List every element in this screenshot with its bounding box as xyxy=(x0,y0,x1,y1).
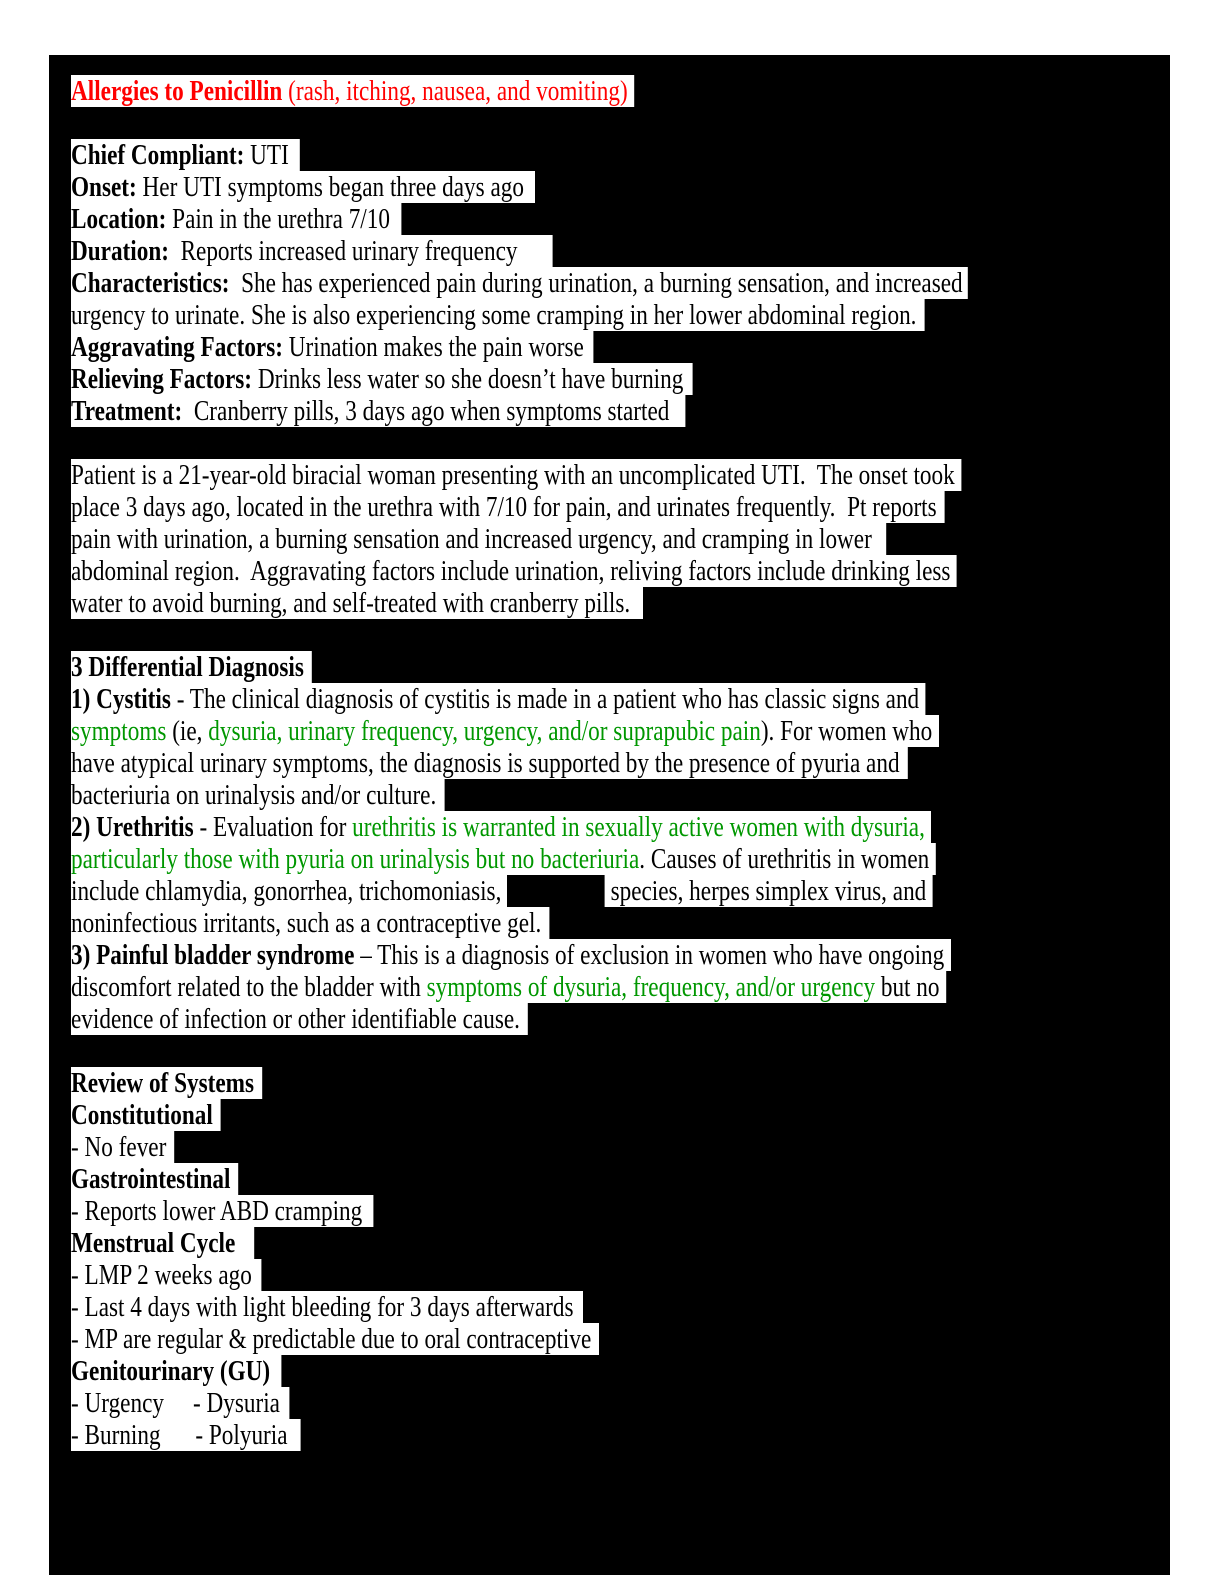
highlighted-line xyxy=(71,139,300,171)
highlighted-line xyxy=(71,267,967,299)
text-segment: Relieving Factors: xyxy=(71,363,253,395)
highlighted-line xyxy=(71,75,634,107)
text-segment: but no xyxy=(875,971,940,1003)
highlighted-line xyxy=(71,203,401,235)
text-segment: pain with urination, a burning sensation and increased urgency, and cramping in lower xyxy=(71,523,872,555)
text-segment: ). For women who xyxy=(760,715,933,747)
highlighted-line xyxy=(71,907,549,939)
text-segment: (rash, itching, nausea, and vomiting) xyxy=(282,75,628,107)
allergy-banner xyxy=(71,75,1170,107)
text-segment: - LMP 2 weeks ago xyxy=(71,1259,252,1291)
text-segment: symptoms xyxy=(71,715,167,747)
text-segment: Review of Systems xyxy=(71,1067,254,1099)
text-segment: particularly those with pyuria on urinalysis but no bacteriuria xyxy=(71,843,640,875)
highlighted-line xyxy=(71,491,945,523)
text-segment: Cranberry pills, 3 days ago when symptoms started xyxy=(182,395,670,427)
urethritis-4 xyxy=(71,907,1170,939)
text-segment: discomfort related to the bladder with xyxy=(71,971,427,1003)
text-segment: dysuria, urinary frequency, urgency, and/or suprapubic pain xyxy=(208,715,761,747)
text-segment: - Reports lower ABD cramping xyxy=(71,1195,363,1227)
highlighted-line xyxy=(71,299,924,331)
characteristics-1 xyxy=(71,267,1170,299)
ros-constitutional xyxy=(71,1099,1170,1131)
text-segment: UTI xyxy=(244,139,289,171)
urethritis-2 xyxy=(71,843,1170,875)
text-segment: She has experienced pain during urination, a burning sensation, and increased xyxy=(229,267,963,299)
text-segment: noninfectious irritants, such as a contraceptive gel. xyxy=(71,907,542,939)
text-segment: include chlamydia, gonorrhea, trichomoniasis, xyxy=(71,875,508,907)
highlighted-line xyxy=(71,811,931,843)
painful-bladder-3 xyxy=(71,1003,1170,1035)
highlighted-line xyxy=(71,1131,174,1163)
ros-title xyxy=(71,1067,1170,1099)
text-segment: Her UTI symptoms began three days ago xyxy=(136,171,524,203)
highlighted-line xyxy=(71,1387,290,1419)
urethritis-1 xyxy=(71,811,1170,843)
highlighted-line xyxy=(71,523,886,555)
text-segment: Pain in the urethra 7/10 xyxy=(166,203,390,235)
text-segment: Gastrointestinal xyxy=(71,1163,231,1195)
hpi-paragraph-line xyxy=(71,459,1170,491)
ros-urgency-dysuria xyxy=(71,1387,1170,1419)
text-segment: 3) Painful bladder syndrome xyxy=(71,939,355,971)
highlighted-line xyxy=(71,1003,528,1035)
blank-line xyxy=(71,427,1170,459)
aggravating-factors xyxy=(71,331,1170,363)
relieving-factors xyxy=(71,363,1170,395)
text-segment: Characteristics: xyxy=(71,267,230,299)
blank-line xyxy=(71,1035,1170,1067)
highlighted-line xyxy=(71,171,535,203)
text-segment: water to avoid burning, and self-treated with cranberry pills. xyxy=(71,587,631,619)
highlighted-line xyxy=(71,1259,261,1291)
text-segment: species, herpes simplex virus, and xyxy=(604,875,927,907)
ros-mp-regular xyxy=(71,1323,1170,1355)
highlighted-line xyxy=(71,1067,262,1099)
location xyxy=(71,203,1170,235)
text-segment: Chief Compliant: xyxy=(71,139,245,171)
ros-menstrual-cycle xyxy=(71,1227,1170,1259)
highlighted-line xyxy=(71,1227,255,1259)
highlighted-line xyxy=(71,395,685,427)
highlighted-line xyxy=(71,587,643,619)
highlighted-line xyxy=(71,235,553,267)
highlighted-line xyxy=(71,1419,300,1451)
highlighted-line xyxy=(71,651,312,683)
text-segment: - MP are regular & predictable due to oral contraceptive xyxy=(71,1323,592,1355)
hpi-paragraph-line xyxy=(71,587,1170,619)
highlighted-line xyxy=(71,715,939,747)
text-segment: symptoms of dysuria, frequency, and/or urgency xyxy=(426,971,876,1003)
highlighted-line xyxy=(71,843,936,875)
characteristics-2 xyxy=(71,299,1170,331)
cystitis-1 xyxy=(71,683,1170,715)
treatment xyxy=(71,395,1170,427)
onset xyxy=(71,171,1170,203)
text-segment: - Evaluation for xyxy=(193,811,353,843)
text-segment: Genitourinary (GU) xyxy=(71,1355,271,1387)
document-text xyxy=(71,75,1170,1451)
text-segment: Allergies to Penicillin xyxy=(71,75,283,107)
highlighted-line xyxy=(71,331,593,363)
text-segment: . Causes of urethritis in women xyxy=(639,843,930,875)
text-segment: evidence of infection or other identifiable cause. xyxy=(71,1003,520,1035)
highlighted-line xyxy=(71,459,961,491)
duration xyxy=(71,235,1170,267)
text-segment: Patient is a 21-year-old biracial woman presenting with an uncomplicated UTI. The onset took xyxy=(71,459,955,491)
highlighted-line xyxy=(71,875,933,907)
highlighted-line xyxy=(71,555,957,587)
cystitis-2 xyxy=(71,715,1170,747)
ros-bleeding xyxy=(71,1291,1170,1323)
urethritis-3 xyxy=(71,875,1170,907)
text-segment: - The clinical diagnosis of cystitis is made in a patient who has classic signs and xyxy=(170,683,920,715)
text-segment: – This is a diagnosis of exclusion in women who have ongoing xyxy=(354,939,945,971)
text-segment: Duration: xyxy=(71,235,169,267)
highlighted-line xyxy=(71,1099,221,1131)
ros-no-fever xyxy=(71,1131,1170,1163)
text-segment: 2) Urethritis xyxy=(71,811,194,843)
highlighted-line xyxy=(71,363,693,395)
text-segment: Drinks less water so she doesn’t have burning xyxy=(252,363,684,395)
text-segment: 3 Differential Diagnosis xyxy=(71,651,304,683)
text-segment: Urination makes the pain worse xyxy=(282,331,584,363)
highlighted-line xyxy=(71,939,951,971)
redacted-text xyxy=(507,875,605,907)
highlighted-line xyxy=(71,1195,373,1227)
text-segment: Onset: xyxy=(71,171,137,203)
text-segment: (ie, xyxy=(166,715,209,747)
text-segment: - Burning - Polyuria xyxy=(71,1419,288,1451)
painful-bladder-2 xyxy=(71,971,1170,1003)
blank-line xyxy=(71,107,1170,139)
text-segment: have atypical urinary symptoms, the diagnosis is supported by the presence of pyuria and xyxy=(71,747,900,779)
text-segment: Location: xyxy=(71,203,167,235)
ros-gastrointestinal xyxy=(71,1163,1170,1195)
blank-line xyxy=(71,619,1170,651)
ros-lmp xyxy=(71,1259,1170,1291)
highlighted-line xyxy=(71,683,926,715)
text-segment: urgency to urinate. She is also experiencing some cramping in her lower abdominal region. xyxy=(71,299,917,331)
ddx-title xyxy=(71,651,1170,683)
highlighted-line xyxy=(71,747,908,779)
highlighted-line xyxy=(71,971,946,1003)
highlighted-line xyxy=(71,1355,281,1387)
highlighted-line xyxy=(71,1291,583,1323)
highlighted-line xyxy=(71,1163,238,1195)
text-segment: abdominal region. Aggravating factors include urination, reliving factors include drinking less xyxy=(71,555,951,587)
text-segment: 1) Cystitis xyxy=(71,683,171,715)
painful-bladder-1 xyxy=(71,939,1170,971)
highlighted-line xyxy=(71,1323,599,1355)
ros-abd-cramping xyxy=(71,1195,1170,1227)
text-segment: urethritis is warranted in sexually active women with dysuria, xyxy=(352,811,925,843)
ros-burning-polyuria xyxy=(71,1419,1170,1451)
chief-complaint xyxy=(71,139,1170,171)
hpi-paragraph-line xyxy=(71,491,1170,523)
text-segment: Menstrual Cycle xyxy=(71,1227,236,1259)
text-segment: Aggravating Factors: xyxy=(71,331,283,363)
text-segment: Constitutional xyxy=(71,1099,213,1131)
text-segment: - Last 4 days with light bleeding for 3 days afterwards xyxy=(71,1291,574,1323)
ros-genitourinary xyxy=(71,1355,1170,1387)
hpi-paragraph-line xyxy=(71,555,1170,587)
highlighted-line xyxy=(71,779,444,811)
cystitis-3 xyxy=(71,747,1170,779)
text-segment: - Urgency - Dysuria xyxy=(71,1387,280,1419)
cystitis-4 xyxy=(71,779,1170,811)
text-segment: Reports increased urinary frequency xyxy=(168,235,518,267)
text-segment: place 3 days ago, located in the urethra with 7/10 for pain, and urinates frequently. Pt reports xyxy=(71,491,937,523)
document-panel xyxy=(49,55,1170,1575)
text-segment: - No fever xyxy=(71,1131,167,1163)
hpi-paragraph-line xyxy=(71,523,1170,555)
text-segment: bacteriuria on urinalysis and/or culture. xyxy=(71,779,437,811)
text-segment: Treatment: xyxy=(71,395,183,427)
